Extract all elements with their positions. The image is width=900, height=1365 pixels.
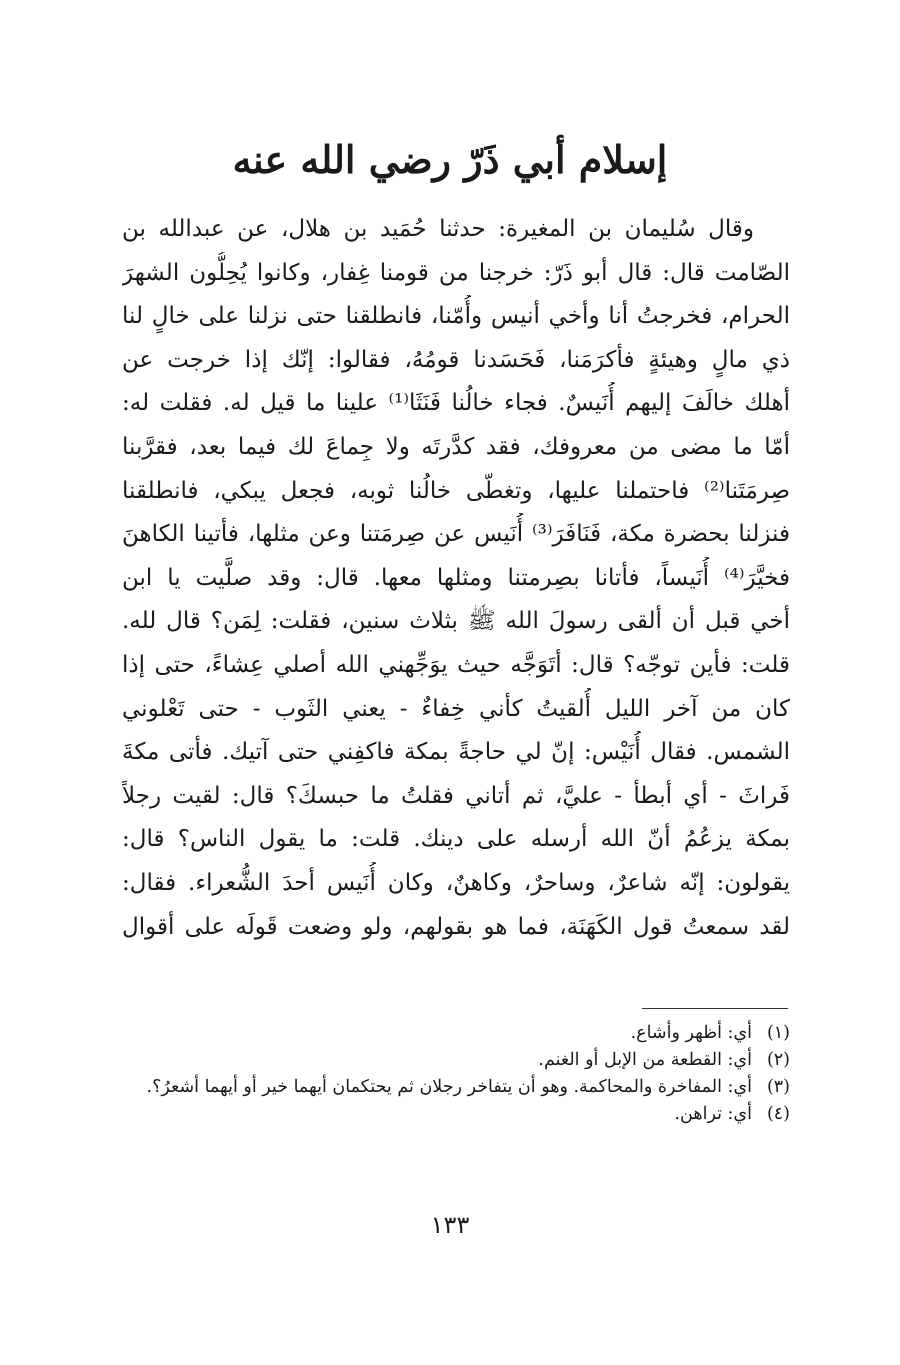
footnote-item bbox=[122, 1074, 790, 1101]
text-line: أهلك خالَفَ إليهم أُنَيسٌ. فجاء خالُنا فَنَثَا⁽¹⁾ علينا ما قيل له. فقلت له: bbox=[122, 390, 790, 417]
text-line: أخي قبل أن ألقى رسولَ الله ﷺ بثلاث سنين، فقلت: لِمَن؟ قال لله. bbox=[122, 608, 790, 635]
footnote-text: أي: تراهن. bbox=[674, 1104, 752, 1124]
text-line: وقال سُليمان بن المغيرة: حدثنا حُمَيد بن هلال، عن عبدالله بن bbox=[122, 216, 754, 242]
text-line: قلت: فأين توجّه؟ قال: أتَوَجَّه حيث يوَجِّهني الله أصلي عِشاءً، حتى إذا bbox=[122, 651, 790, 678]
text-line: الصّامت قال: قال أبو ذَرّ: خرجنا من قومنا غِفار، وكانوا يُحِلُّون الشهرَ bbox=[122, 259, 790, 286]
text-line: فخيَّرَ⁽⁴⁾ أُنَيساً، فأتانا بصِرمتنا ومثلها معها. قال: وقد صلَّيت يا ابن bbox=[122, 564, 790, 591]
text-line: صِرمَتَنا⁽²⁾ فاحتملنا عليها، وتغطّى خالُنا ثوبه، فجعل يبكي، فانطلقنا bbox=[122, 477, 790, 504]
page-number: ١٣٣ bbox=[430, 1211, 470, 1239]
footnote-text: أي: المفاخرة والمحاكمة. وهو أن يتفاخر رجلان ثم يحتكمان أيهما خير أو أيهما أشعرُ؟. bbox=[146, 1077, 752, 1097]
text-line: ذي مالٍ وهيئةٍ فأكرَمَنا، فَحَسَدنا قومُهُ، فقالوا: إنّك إذا خرجت عن bbox=[122, 346, 790, 373]
footnote-divider bbox=[642, 1008, 788, 1009]
footnote-number: (١) bbox=[766, 1023, 790, 1043]
text-line: أمّا ما مضى من معروفك، فقد كدَّرتَه ولا جِماعَ لك فيما بعد، فقرَّبنا bbox=[122, 433, 790, 460]
text-line: الشمس. فقال أُنَيْس: إنّ لي حاجةً بمكة فاكفِني حتى آتيك. فأتى مكةَ bbox=[122, 739, 790, 766]
text-line: لقد سمعتُ قول الكَهَنَة، فما هو بقولهم، ولو وضعت قَولَه على أقوال bbox=[122, 913, 790, 940]
text-line: فنزلنا بحضرة مكة، فَنَافَرَ⁽³⁾ أُنَيس عن صِرمَتنا وعن مثلها، فأتينا الكاهنَ bbox=[122, 521, 790, 548]
footnote-text: أي: القطعة من الإبل أو الغنم. bbox=[538, 1050, 752, 1070]
footnotes bbox=[122, 1020, 790, 1128]
footnote-number: (٢) bbox=[766, 1050, 790, 1070]
text-line: يقولون: إنّه شاعرٌ، وساحرٌ، وكاهنٌ، وكان أُنَيس أحدَ الشُّعراء. فقال: bbox=[122, 869, 790, 896]
footnote-number: (٤) bbox=[766, 1104, 790, 1124]
text-line: فَراثَ - أي أبطأ - عليَّ، ثم أتاني فقلتُ ما حبسكَ؟ قال: لقيت رجلاً bbox=[122, 782, 790, 809]
footnote-text: أي: أظهر وأشاع. bbox=[630, 1023, 752, 1043]
footnote-item bbox=[122, 1101, 790, 1128]
text-line: بمكة يزعُمُ أنّ الله أرسله على دينك. قلت: ما يقول الناس؟ قال: bbox=[122, 826, 790, 853]
chapter-title: إسلام أبي ذَرّ رضي الله عنه bbox=[232, 137, 668, 182]
footnote-number: (٣) bbox=[766, 1077, 790, 1097]
text-line: الحرام، فخرجتُ أنا وأخي أنيس وأُمّنا، فانطلقنا حتى نزلنا على خالٍ لنا bbox=[122, 303, 790, 330]
body-paragraph bbox=[122, 208, 790, 949]
footnote-item bbox=[122, 1020, 790, 1047]
text-line: كان من آخر الليل أُلقيتُ كأني خِفاءٌ - يعني الثَوب - حتى تَعْلوني bbox=[122, 695, 790, 722]
footnote-item bbox=[122, 1047, 790, 1074]
